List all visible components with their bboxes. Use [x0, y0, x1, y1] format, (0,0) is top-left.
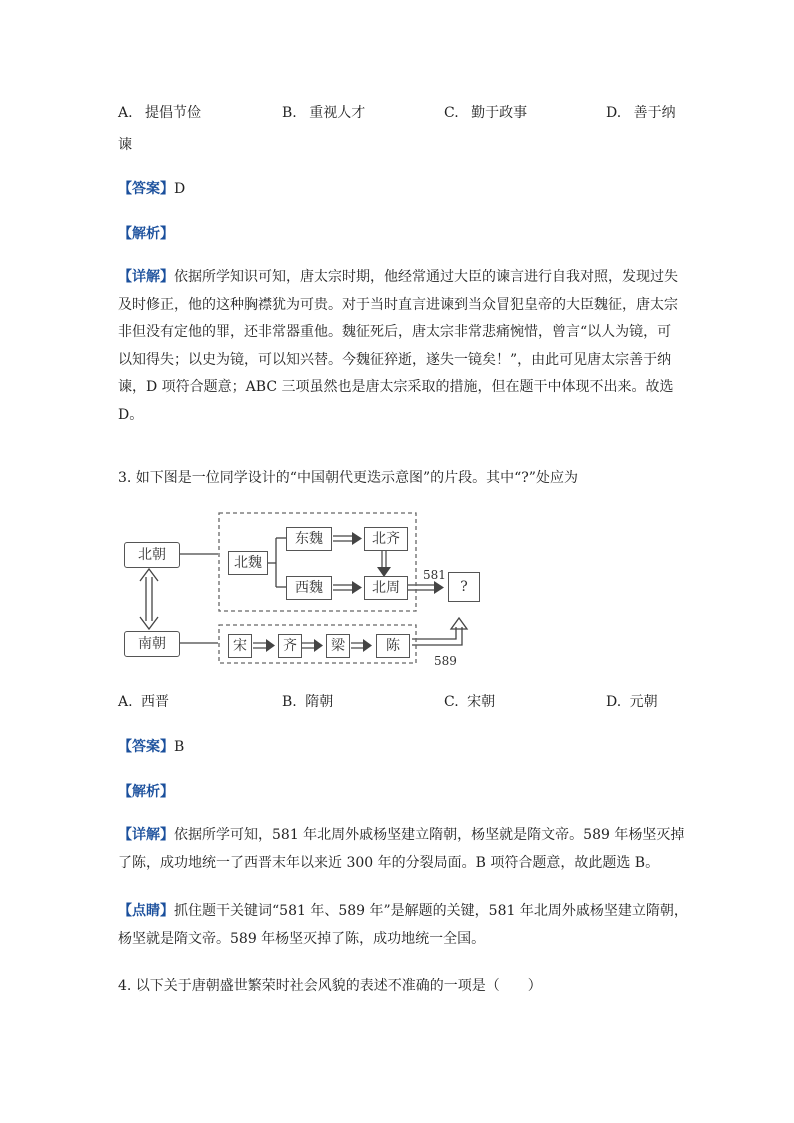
option-letter: B.: [282, 694, 297, 710]
option-a[interactable]: [118, 102, 201, 122]
analysis-heading: [118, 223, 174, 243]
answer-line: [118, 736, 184, 756]
detail-line: 【详解】依据所学可知，581 年北周外戚杨坚建立隋朝，杨坚就是隋文帝。589 年杨坚灭掉: [118, 827, 685, 843]
box-xi-wei: 西魏: [286, 576, 332, 600]
detail-tag: 【详解】: [118, 827, 174, 843]
question-3-stem: 3. 如下图是一位同学设计的“中国朝代更迭示意图”的片段。其中“?”处应为: [118, 470, 578, 486]
option-letter: C.: [444, 694, 459, 710]
detail-line: 非但没有定他的罪，还非常器重他。魏征死后，唐太宗非常悲痛惋惜，曾言“以人为镜，可: [118, 324, 672, 340]
answer-tag: 【答案】: [118, 739, 174, 755]
option-b[interactable]: [282, 691, 333, 711]
box-song: 宋: [228, 634, 252, 658]
year-581-label: 581: [423, 568, 446, 582]
option-text: 宋朝: [467, 694, 496, 710]
answer-tag: 【答案】: [118, 181, 174, 197]
option-text: 西晋: [141, 694, 170, 710]
box-bei-zhou: 北周: [364, 576, 408, 600]
question-4-stem: 4. 以下关于唐朝盛世繁荣时社会风貌的表述不准确的一项是（ ）: [118, 978, 542, 994]
option-text: 重视人才: [309, 105, 366, 121]
point-line: 杨坚就是隋文帝。589 年杨坚灭掉了陈，成功地统一全国。: [118, 930, 486, 947]
option-text: 元朝: [629, 694, 658, 710]
point-line: 【点睛】抓住题干关键词“581 年、589 年”是解题的关键，581 年北周外戚杨坚建立隋朝，: [118, 903, 688, 919]
dynasty-diagram: [118, 505, 498, 677]
option-text: 隋朝: [305, 694, 334, 710]
detail-line: 及时修正，他的这种胸襟犹为可贵。对于当时直言进谏到当众冒犯皇帝的大臣魏征，唐太宗: [118, 296, 678, 313]
answer-value: D: [174, 181, 186, 197]
detail-line: 谏，D 项符合题意；ABC 三项虽然也是唐太宗采取的措施，但在题干中体现不出来。故选: [118, 379, 674, 395]
answer-line: [118, 178, 185, 198]
answer-value: B: [174, 739, 185, 755]
box-bei-wei: 北魏: [228, 551, 268, 575]
box-chen: 陈: [376, 634, 410, 658]
detail-line: 以知得失；以史为镜，可以知兴替。今魏征猝逝，遂失一镜矣！”，由此可见唐太宗善于纳: [118, 351, 672, 368]
detail-line: D。: [118, 406, 144, 423]
option-c[interactable]: [444, 691, 495, 711]
option-a[interactable]: [118, 691, 169, 711]
option-letter: D.: [606, 694, 622, 710]
box-qi: 齐: [278, 634, 302, 658]
option-letter: C.: [444, 105, 459, 121]
option-d[interactable]: [606, 691, 658, 711]
box-unknown: ?: [448, 572, 480, 602]
year-589-label: 589: [434, 654, 457, 668]
option-d-wrap: 谏: [118, 137, 132, 153]
analysis-heading: [118, 781, 174, 801]
detail-tag: 【详解】: [118, 269, 174, 285]
option-text: 勤于政事: [471, 105, 528, 121]
option-c[interactable]: [444, 102, 527, 122]
box-dong-wei: 东魏: [286, 527, 332, 551]
option-letter: B.: [282, 105, 297, 121]
option-letter: A.: [118, 694, 133, 710]
option-letter: D.: [606, 105, 622, 121]
option-b[interactable]: [282, 102, 365, 122]
box-bei-qi: 北齐: [364, 527, 408, 551]
detail-paragraph: [118, 822, 685, 877]
detail-line: 【详解】依据所学知识可知，唐太宗时期，他经常通过大臣的谏言进行自我对照，发现过失: [118, 269, 678, 285]
box-liang: 梁: [326, 634, 350, 658]
box-north: 北朝: [124, 542, 180, 568]
detail-line: 了陈，成功地统一了西晋末年以来近 300 年的分裂局面。B 项符合题意，故此题选 B。: [118, 854, 660, 871]
option-letter: A.: [118, 105, 133, 121]
detail-paragraph: [118, 264, 678, 429]
option-text: 善于纳: [633, 105, 676, 121]
analysis-tag: 【解析】: [118, 784, 174, 800]
box-south: 南朝: [124, 631, 180, 657]
point-paragraph: [118, 898, 688, 953]
option-text: 提倡节俭: [145, 105, 202, 121]
analysis-tag: 【解析】: [118, 226, 174, 242]
point-tag: 【点睛】: [118, 903, 174, 919]
option-d[interactable]: [606, 102, 676, 122]
